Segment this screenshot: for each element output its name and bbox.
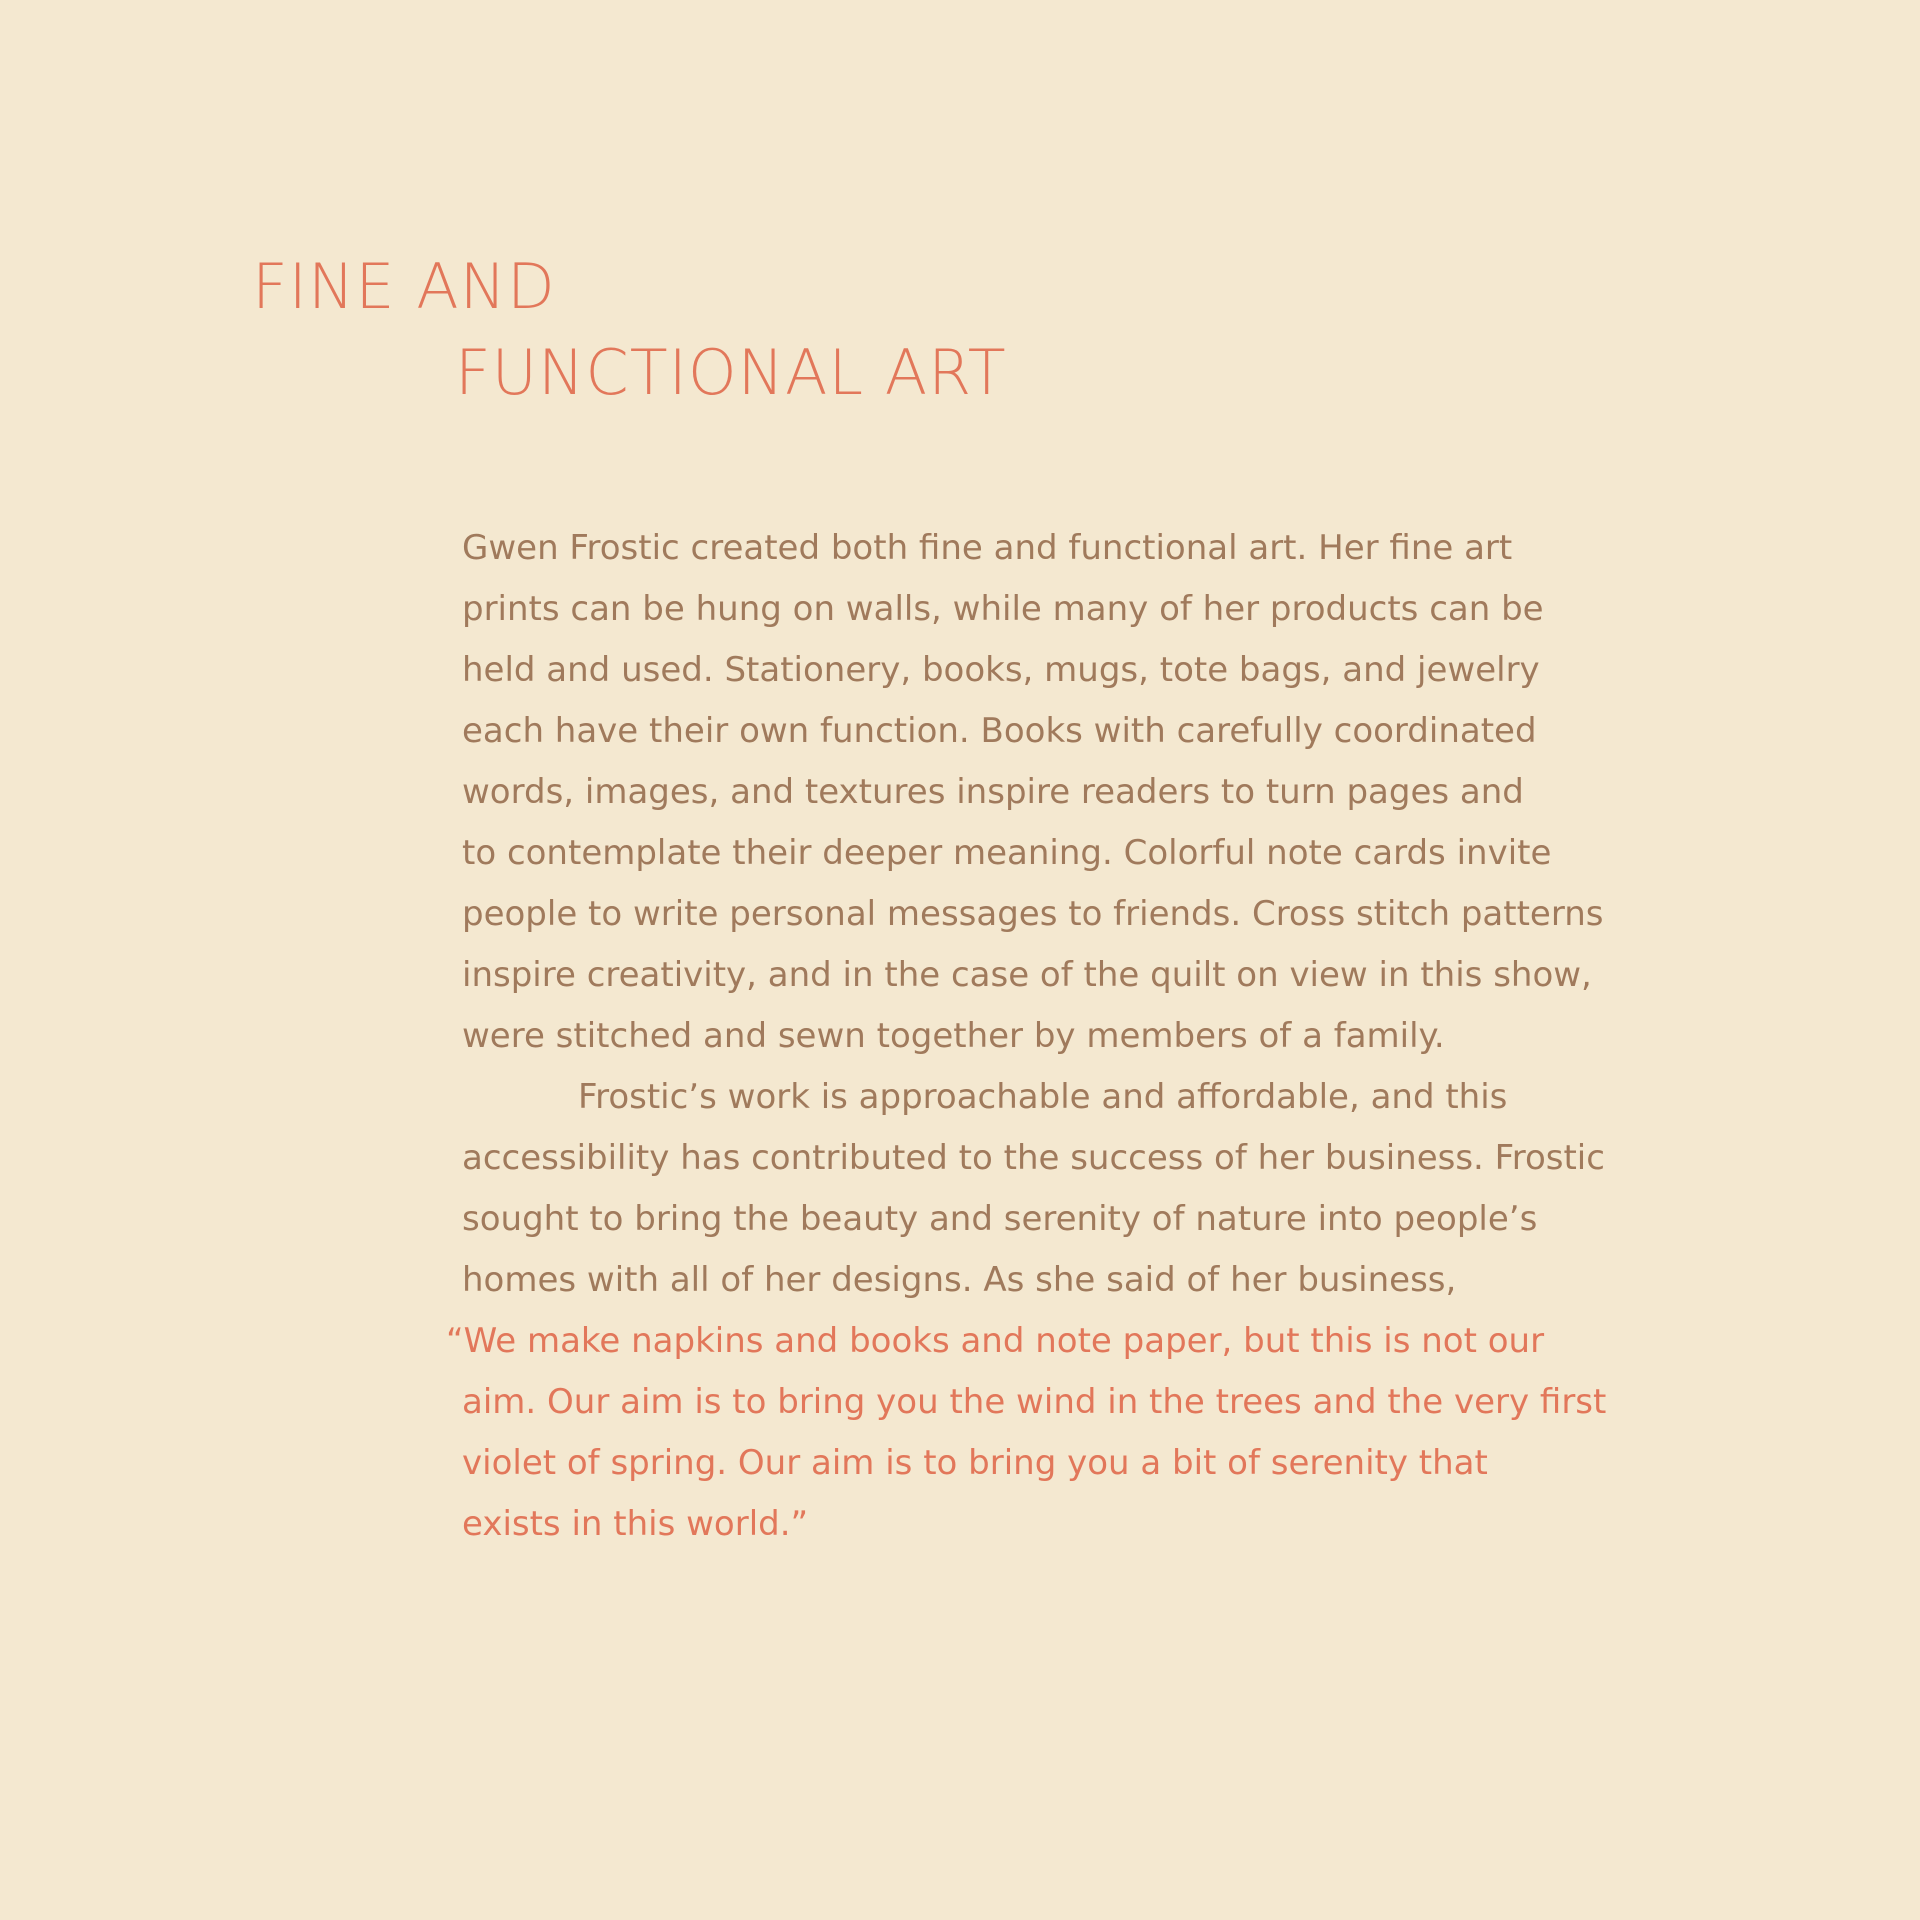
paragraph-2-line: sought to bring the beauty and serenity of nature into people’s — [462, 1199, 1538, 1239]
paragraph-1-line: were stitched and sewn together by members of a family. — [462, 1016, 1445, 1056]
paragraph-2-line: Frostic’s work is approachable and affordable, and this — [578, 1077, 1508, 1117]
paragraph-1-line: people to write personal messages to friends. Cross stitch patterns — [462, 894, 1604, 934]
quote-line: “We make napkins and books and note paper, but this is not our — [446, 1321, 1545, 1361]
paragraph-1-line: to contemplate their deeper meaning. Colorful note cards invite — [462, 833, 1552, 873]
paragraph-1-line: Gwen Frostic created both fine and functional art. Her fine art — [462, 528, 1513, 568]
paragraph-2-line: homes with all of her designs. As she said of her business, — [462, 1260, 1457, 1300]
body-text — [446, 518, 1682, 1555]
paragraph-1-line: prints can be hung on walls, while many of her products can be — [462, 589, 1544, 629]
quote-line: violet of spring. Our aim is to bring you a bit of serenity that — [462, 1443, 1488, 1483]
paragraph-1-line: held and used. Stationery, books, mugs, tote bags, and jewelry — [462, 650, 1540, 690]
paragraph-1-line: each have their own function. Books with carefully coordinated — [462, 711, 1537, 751]
quote-line: exists in this world.” — [462, 1504, 809, 1544]
page-title-line-2: FUNCTIONAL ART — [455, 336, 1007, 409]
paragraph-1-line: inspire creativity, and in the case of the quilt on view in this show, — [462, 955, 1592, 995]
paragraph-2-line: accessibility has contributed to the success of her business. Frostic — [462, 1138, 1605, 1178]
paragraph-1-line: words, images, and textures inspire readers to turn pages and — [462, 772, 1524, 812]
page-title-line-1: FINE AND — [252, 250, 556, 323]
quote-line: aim. Our aim is to bring you the wind in the trees and the very first — [462, 1382, 1607, 1422]
